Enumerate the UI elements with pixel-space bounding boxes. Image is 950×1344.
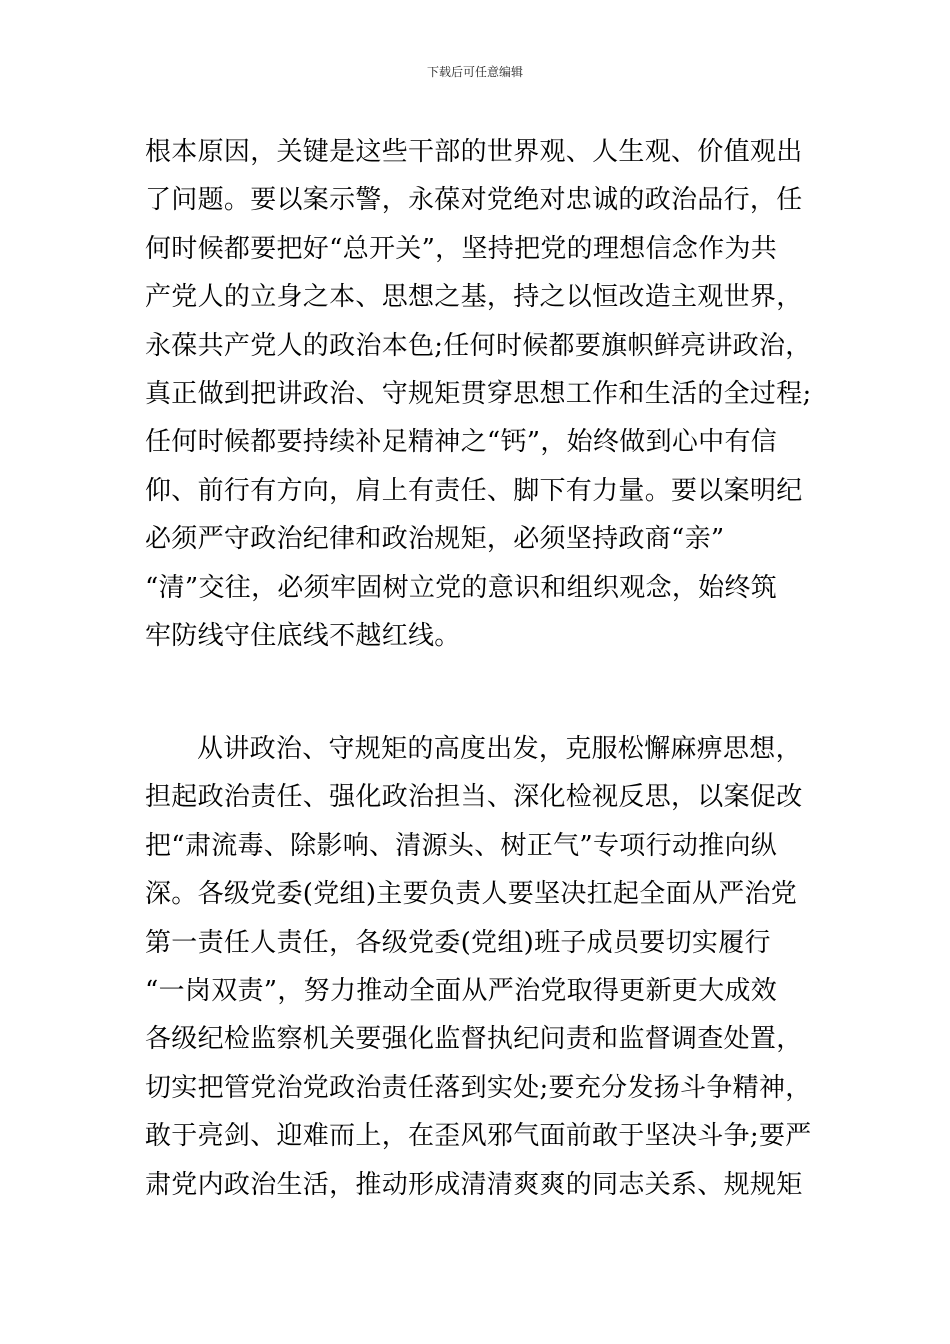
- text-line: “清”交往，必须牢固树立党的意识和组织观念，始终筑: [145, 572, 778, 603]
- text-line: 第一责任人责任，各级党委(党组)班子成员要切实履行: [145, 927, 771, 958]
- text-line: 深。各级党委(党组)主要负责人要坚决扛起全面从严治党: [145, 879, 798, 910]
- text-line: 把“肃流毒、除影响、清源头、树正气”专项行动推向纵: [145, 830, 778, 861]
- text-line: 根本原因，关键是这些干部的世界观、人生观、价值观出: [145, 137, 803, 167]
- text-line: 何时候都要把好“总开关”，坚持把党的理想信念作为共: [145, 233, 778, 264]
- text-line: 产党人的立身之本、思想之基，持之以恒改造主观世界，: [145, 282, 803, 313]
- paragraph-2: [145, 725, 810, 1209]
- text-line: 肃党内政治生活，推动形成清清爽爽的同志关系、规规矩: [145, 1169, 803, 1200]
- text-line: 担起政治责任、强化政治担当、深化检视反思，以案促改: [145, 782, 803, 813]
- text-line: 各级纪检监察机关要强化监督执纪问责和监督调查处置，: [145, 1024, 803, 1055]
- text-line: 真正做到把讲政治、守规矩贯穿思想工作和生活的全过程;: [145, 378, 812, 409]
- text-line: 仰、前行有方向，肩上有责任、脚下有力量。要以案明纪: [145, 475, 803, 506]
- text-line-indented: 从讲政治、守规矩的高度出发，克服松懈麻痹思想，: [197, 734, 802, 764]
- text-line: 牢防线守住底线不越红线。: [145, 620, 461, 651]
- text-line: 任何时候都要持续补足精神之“钙”，始终做到心中有信: [145, 427, 778, 458]
- page-header: 下载后可任意编辑: [426, 65, 523, 79]
- text-line: 必须严守政治纪律和政治规矩，必须坚持政商“亲”: [145, 524, 725, 555]
- text-line: 敢于亮剑、迎难而上，在歪风邪气面前敢于坚决斗争;要严: [145, 1121, 812, 1152]
- text-line: 了问题。要以案示警，永葆对党绝对忠诚的政治品行，任: [145, 185, 803, 216]
- paragraph-1: [145, 128, 810, 660]
- text-line: 切实把管党治党政治责任落到实处;要充分发扬斗争精神，: [145, 1072, 812, 1103]
- text-line: “一岗双责”，努力推动全面从严治党取得更新更大成效: [145, 975, 778, 1006]
- text-line: 永葆共产党人的政治本色;任何时候都要旗帜鲜亮讲政治，: [145, 330, 812, 361]
